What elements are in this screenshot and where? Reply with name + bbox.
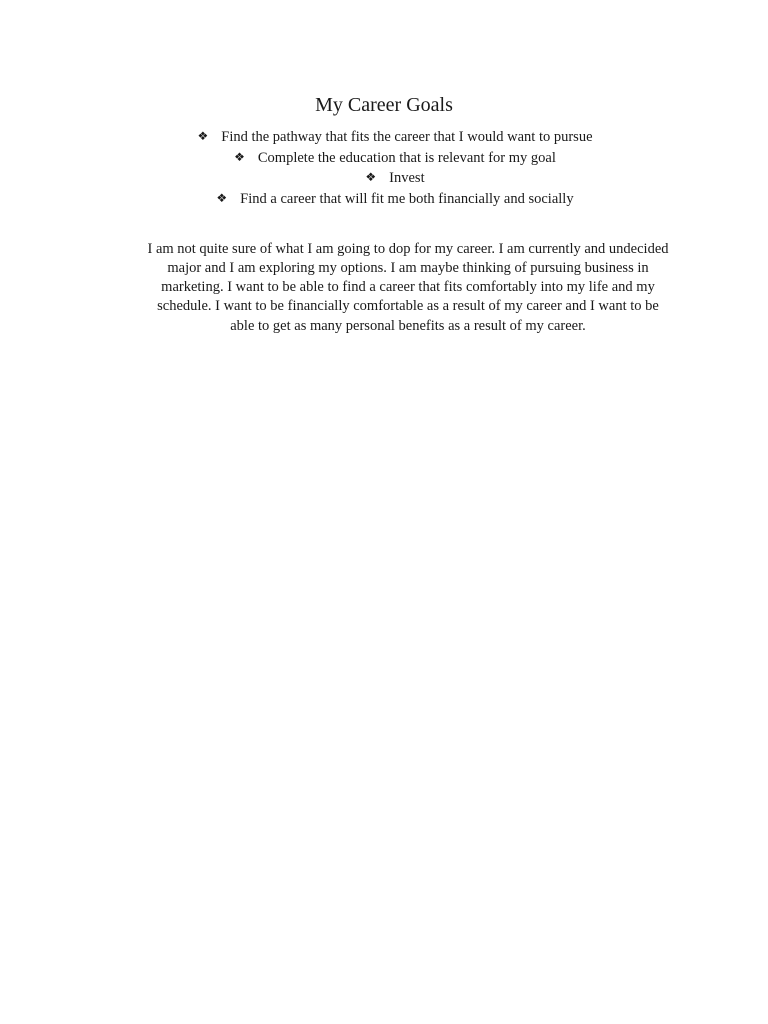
paragraph-line: able to get as many personal benefits as a result of my career. [230,317,586,334]
diamond-bullet-icon: ❖ [197,129,209,143]
diamond-bullet-icon: ❖ [365,170,377,184]
page-title: My Career Goals [315,94,453,116]
goals-list [0,127,768,209]
goal-text: Invest [389,170,425,186]
paragraph-line: schedule. I want to be financially comfortable as a result of my career and I want to be [157,298,659,315]
goal-text: Find the pathway that fits the career that I would want to pursue [221,129,593,145]
list-item [0,127,768,148]
paragraph-line: I am not quite sure of what I am going to dop for my career. I am currently and undecided [147,240,669,257]
paragraph-line: major and I am exploring my options. I am maybe thinking of pursuing business in [167,259,649,276]
list-item [0,148,768,169]
paragraph-line: marketing. I want to be able to find a career that fits comfortably into my life and my [161,279,655,296]
goal-text: Find a career that will fit me both financially and socially [240,190,574,207]
diamond-bullet-icon: ❖ [216,190,228,205]
list-item [0,168,768,189]
diamond-bullet-icon: ❖ [234,149,245,164]
body-paragraph [130,240,686,336]
list-item [0,189,768,210]
goal-text: Complete the education that is relevant for my goal [257,149,556,166]
